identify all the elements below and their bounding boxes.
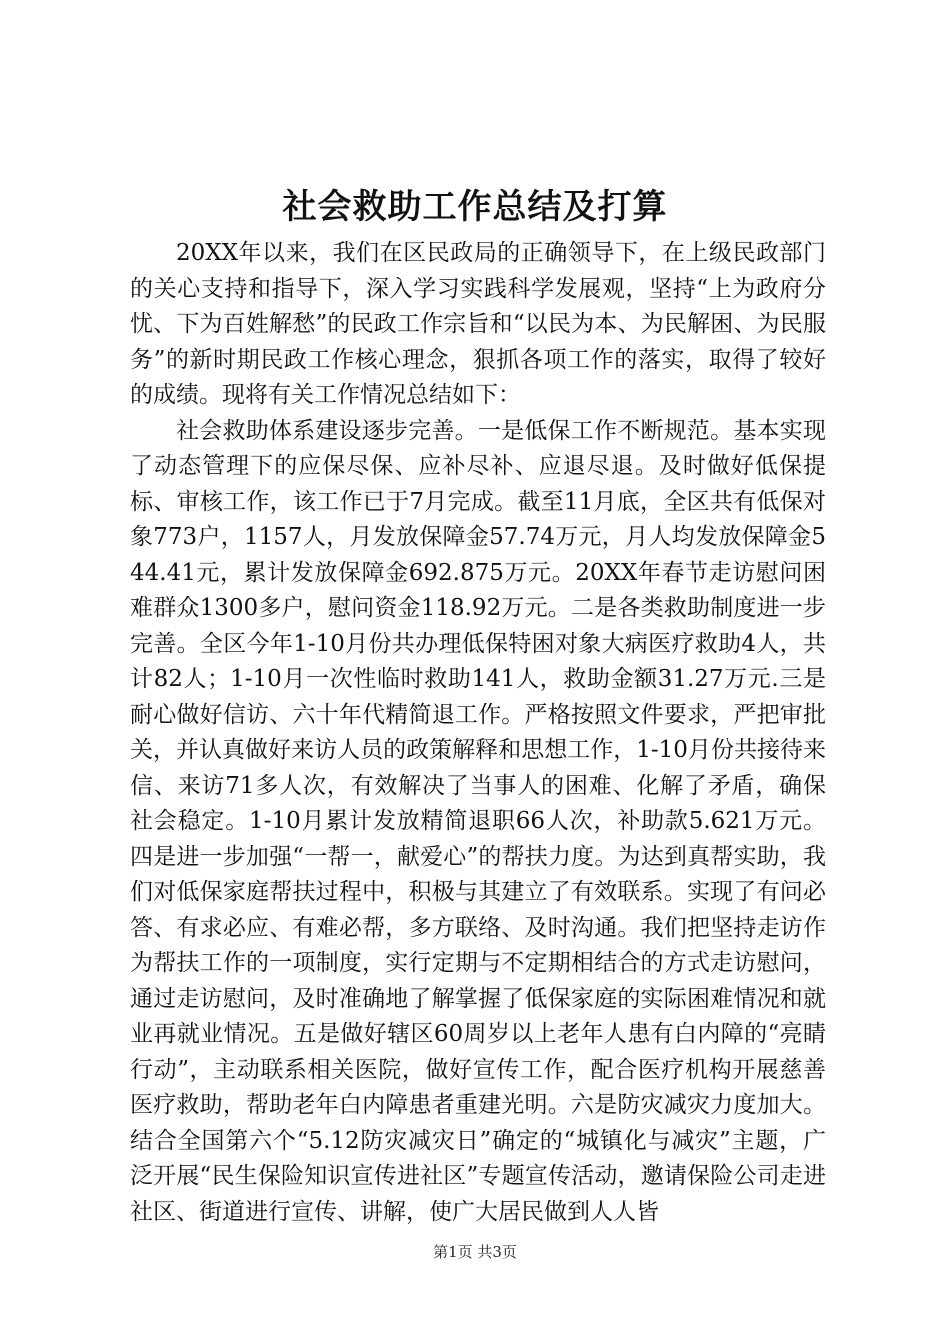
document-body xyxy=(130,236,826,1230)
paragraph-social-assistance: 社会救助体系建设逐步完善。一是低保工作不断规范。基本实现了动态管理下的应保尽保、应补尽补、应退尽退。及时做好低保提标、审核工作，该工作已于7月完成。截至11月底，全区共有低保对象773户，1157人，月发放保障金57.74万元，月人均发放保障金544.41元，累计发放保障金692.875万元。20XX年春节走访慰问困难群众1300多户，慰问资金118.92万元。二是各类救助制度进一步完善。全区今年1-10月份共办理低保特困对象大病医疗救助4人，共计82人；1-10月一次性临时救助141人，救助金额31.27万元.三是耐心做好信访、六十年代精简退工作。严格按照文件要求，严把审批关，并认真做好来访人员的政策解释和思想工作，1-10月份共接待来信、来访71多人次，有效解决了当事人的困难、化解了矛盾，确保社会稳定。1-10月累计发放精简退职66人次，补助款5.621万元。四是进一步加强“一帮一，献爱心”的帮扶力度。为达到真帮实助，我们对低保家庭帮扶过程中，积极与其建立了有效联系。实现了有问必答、有求必应、有难必帮，多方联络、及时沟通。我们把坚持走访作为帮扶工作的一项制度，实行定期与不定期相结合的方式走访慰问，通过走访慰问，及时准确地了解掌握了低保家庭的实际困难情况和就业再就业情况。五是做好辖区60周岁以上老年人患有白内障的“亮睛行动”，主动联系相关医院，做好宣传工作，配合医疗机构开展慈善医疗救助，帮助老年白内障患者重建光明。六是防灾减灾力度加大。结合全国第六个“5.12防灾减灾日”确定的“城镇化与减灾”主题，广泛开展“民生保险知识宣传进社区”专题宣传活动，邀请保险公司走进社区、街道进行宣传、讲解，使广大居民做到人人皆 xyxy=(130,417,826,1225)
document-title: 社会救助工作总结及打算 xyxy=(282,187,668,227)
page-footer: 第1页 共3页 xyxy=(433,1243,517,1261)
paragraph-intro: 20XX年以来，我们在区民政局的正确领导下，在上级民政部门的关心支持和指导下，深入学习实践科学发展观，坚持“上为政府分忧、下为百姓解愁”的民政工作宗旨和“以民为本、为民解困、为民服务”的新时期民政工作核心理念，狠抓各项工作的落实，取得了较好的成绩。现将有关工作情况总结如下： xyxy=(130,240,826,408)
